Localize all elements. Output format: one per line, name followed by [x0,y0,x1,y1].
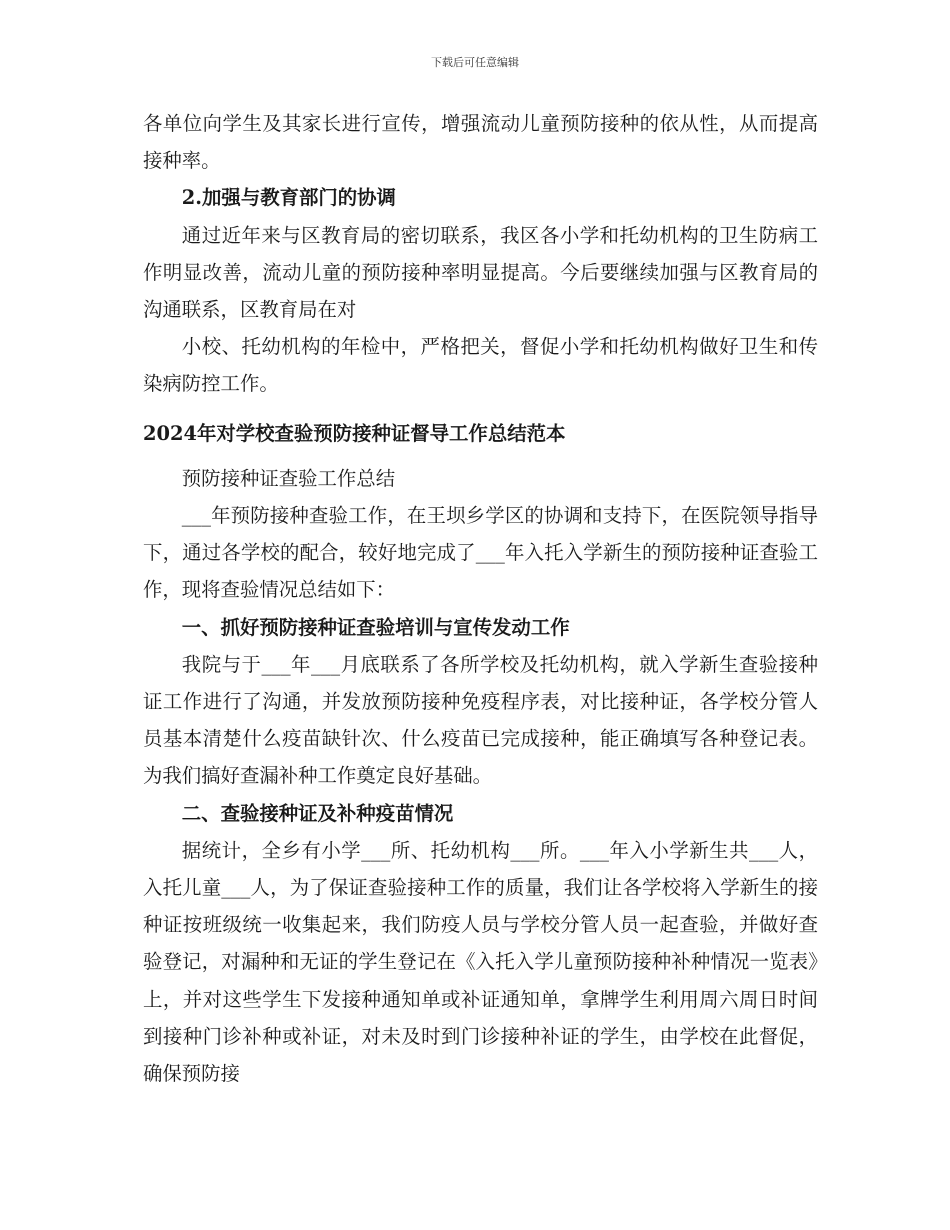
body-paragraph: 通过近年来与区教育局的密切联系，我区各小学和托幼机构的卫生防病工作明显改善，流动儿童的预防接种率明显提高。今后要继续加强与区教育局的沟通联系，区教育局在对 [143,223,818,322]
body-paragraph: ___年预防接种查验工作，在王坝乡学区的协调和支持下，在医院领导指导下，通过各学校的配合，较好地完成了___年入托入学新生的预防接种证查验工作，现将查验情况总结如下： [143,504,818,602]
body-paragraph: 我院与于___年___月底联系了各所学校及托幼机构，就入学新生查验接种证工作进行了沟通，并发放预防接种免疫程序表，对比接种证，各学校分管人员基本清楚什么疫苗缺针次、什么疫苗已完成接种，能正确填写各种登记表。为我们搞好查漏补种工作奠定良好基础。 [143,652,818,788]
document-title: 2024年对学校查验预防接种证督导工作总结范本 [143,421,566,445]
body-paragraph: 各单位向学生及其家长进行宣传，增强流动儿童预防接种的依从性，从而提高接种率。 [143,112,818,173]
subtitle: 预防接种证查验工作总结 [181,466,396,490]
body-paragraph: 小校、托幼机构的年检中，严格把关，督促小学和托幼机构做好卫生和传染病防控工作。 [143,335,818,396]
section-heading: 一、抓好预防接种证查验培训与宣传发动工作 [181,615,570,639]
section-heading: 二、查验接种证及补种疫苗情况 [181,801,454,825]
body-paragraph: 据统计，全乡有小学___所、托幼机构___所。___年入小学新生共___人，入托儿童___人，为了保证查验接种工作的质量，我们让各学校将入学新生的接种证按班级统一收集起来，我们防疫人员与学校分管人员一起查验，并做好查验登记，对漏种和无证的学生登记在《入托入学儿童预防接种补种情况一览表》上，并对这些学生下发接种通知单或补证通知单，拿牌学生利用周六周日时间到接种门诊补种或补证，对未及时到门诊接种补证的学生，由学校在此督促，确保预防接 [143,838,818,1086]
page-header: 下载后可任意编辑 [431,56,519,69]
section-heading: 2.加强与教育部门的协调 [181,186,396,210]
document-body [143,105,818,1092]
